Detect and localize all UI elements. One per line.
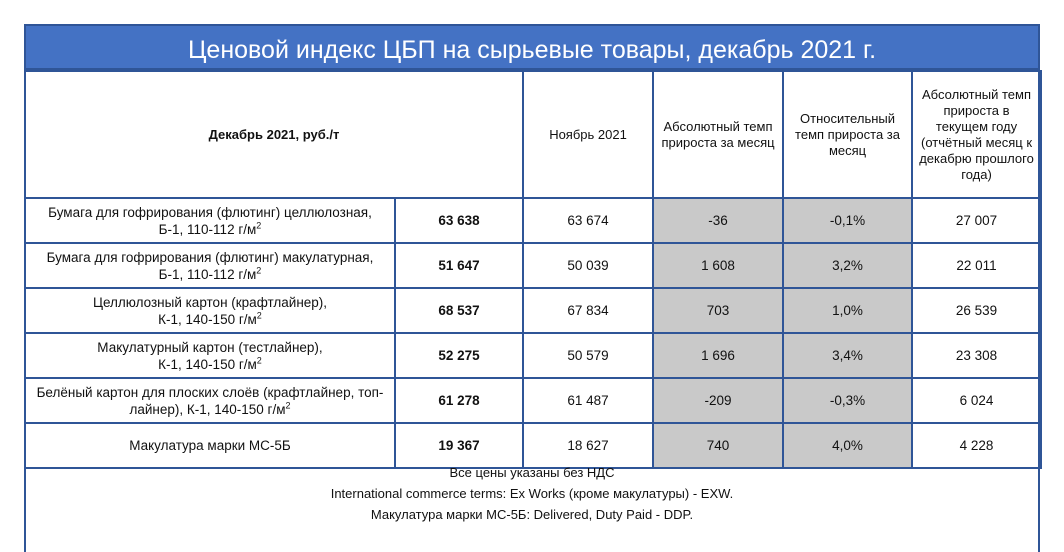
cell-november: 61 487 [523, 378, 653, 423]
cell-december: 61 278 [395, 378, 523, 423]
row-name [25, 243, 395, 288]
row-name-line1: Бумага для гофрирования (флютинг) целлюлозная, [48, 204, 372, 220]
cell-abs-month: 1 696 [653, 333, 783, 378]
cell-abs-year: 26 539 [912, 288, 1041, 333]
cell-december: 52 275 [395, 333, 523, 378]
row-name-line2: лайнер), К-1, 140-150 г/м [129, 401, 286, 417]
cell-december: 51 647 [395, 243, 523, 288]
cell-abs-month: 1 608 [653, 243, 783, 288]
table-row [25, 243, 1041, 288]
cell-december: 19 367 [395, 423, 523, 468]
row-name-line1: Макулатурный картон (тестлайнер), [97, 339, 323, 355]
unit-superscript: 2 [256, 220, 262, 230]
header-december: Декабрь 2021, руб./т [25, 71, 523, 198]
cell-december: 63 638 [395, 198, 523, 243]
cell-abs-month: -209 [653, 378, 783, 423]
cell-rel-month: -0,3% [783, 378, 912, 423]
cell-abs-year: 23 308 [912, 333, 1041, 378]
cell-november: 63 674 [523, 198, 653, 243]
note-vat: Все цены указаны без НДС [449, 465, 615, 480]
cell-abs-month: -36 [653, 198, 783, 243]
unit-superscript: 2 [256, 265, 262, 275]
cell-rel-month: 4,0% [783, 423, 912, 468]
row-name-line1: Макулатура марки МС-5Б [129, 438, 291, 453]
row-name-line2: К-1, 140-150 г/м [158, 356, 257, 372]
price-index-table [24, 70, 1042, 469]
footnotes [26, 462, 1038, 525]
row-name [25, 288, 395, 333]
table-row [25, 198, 1041, 243]
unit-superscript: 2 [285, 400, 291, 410]
cell-rel-month: -0,1% [783, 198, 912, 243]
header-november: Ноябрь 2021 [523, 71, 653, 198]
header-rel-month: Относительный темп прироста за месяц [783, 71, 912, 198]
row-name [25, 198, 395, 243]
cell-abs-year: 22 011 [912, 243, 1041, 288]
page-title: Ценовой индекс ЦБП на сырьевые товары, декабрь 2021 г. [24, 24, 1040, 70]
note-waste-paper: Макулатура марки МС-5Б: Delivered, Duty Paid - DDP. [370, 507, 694, 522]
row-name [25, 378, 395, 423]
cell-abs-year: 27 007 [912, 198, 1041, 243]
row-name-line1: Бумага для гофрирования (флютинг) макулатурная, [46, 249, 374, 265]
row-name-line2: К-1, 140-150 г/м [158, 311, 257, 327]
unit-superscript: 2 [256, 310, 262, 320]
cell-rel-month: 3,2% [783, 243, 912, 288]
cell-november: 18 627 [523, 423, 653, 468]
note-incoterms: International commerce terms: Ex Works (кроме макулатуры) - EXW. [330, 486, 734, 501]
unit-superscript: 2 [256, 355, 262, 365]
cell-abs-month: 740 [653, 423, 783, 468]
row-name [25, 333, 395, 378]
cell-november: 67 834 [523, 288, 653, 333]
header-row [25, 71, 1041, 198]
cell-abs-month: 703 [653, 288, 783, 333]
cell-rel-month: 3,4% [783, 333, 912, 378]
table-row [25, 288, 1041, 333]
row-name-line2: Б-1, 110-112 г/м [158, 266, 257, 282]
row-name-line2: Б-1, 110-112 г/м [158, 221, 257, 237]
cell-abs-year: 4 228 [912, 423, 1041, 468]
cell-abs-year: 6 024 [912, 378, 1041, 423]
cell-november: 50 579 [523, 333, 653, 378]
row-name-line1: Целлюлозный картон (крафтлайнер), [92, 294, 328, 310]
row-name-line1: Белёный картон для плоских слоёв (крафтлайнер, топ- [36, 384, 384, 400]
cell-december: 68 537 [395, 288, 523, 333]
table-row [25, 378, 1041, 423]
cell-november: 50 039 [523, 243, 653, 288]
header-abs-year: Абсолютный темп прироста в текущем году (отчётный месяц к декабрю прошлого года) [912, 71, 1041, 198]
header-abs-month: Абсолютный темп прироста за месяц [653, 71, 783, 198]
table-row [25, 333, 1041, 378]
cell-rel-month: 1,0% [783, 288, 912, 333]
